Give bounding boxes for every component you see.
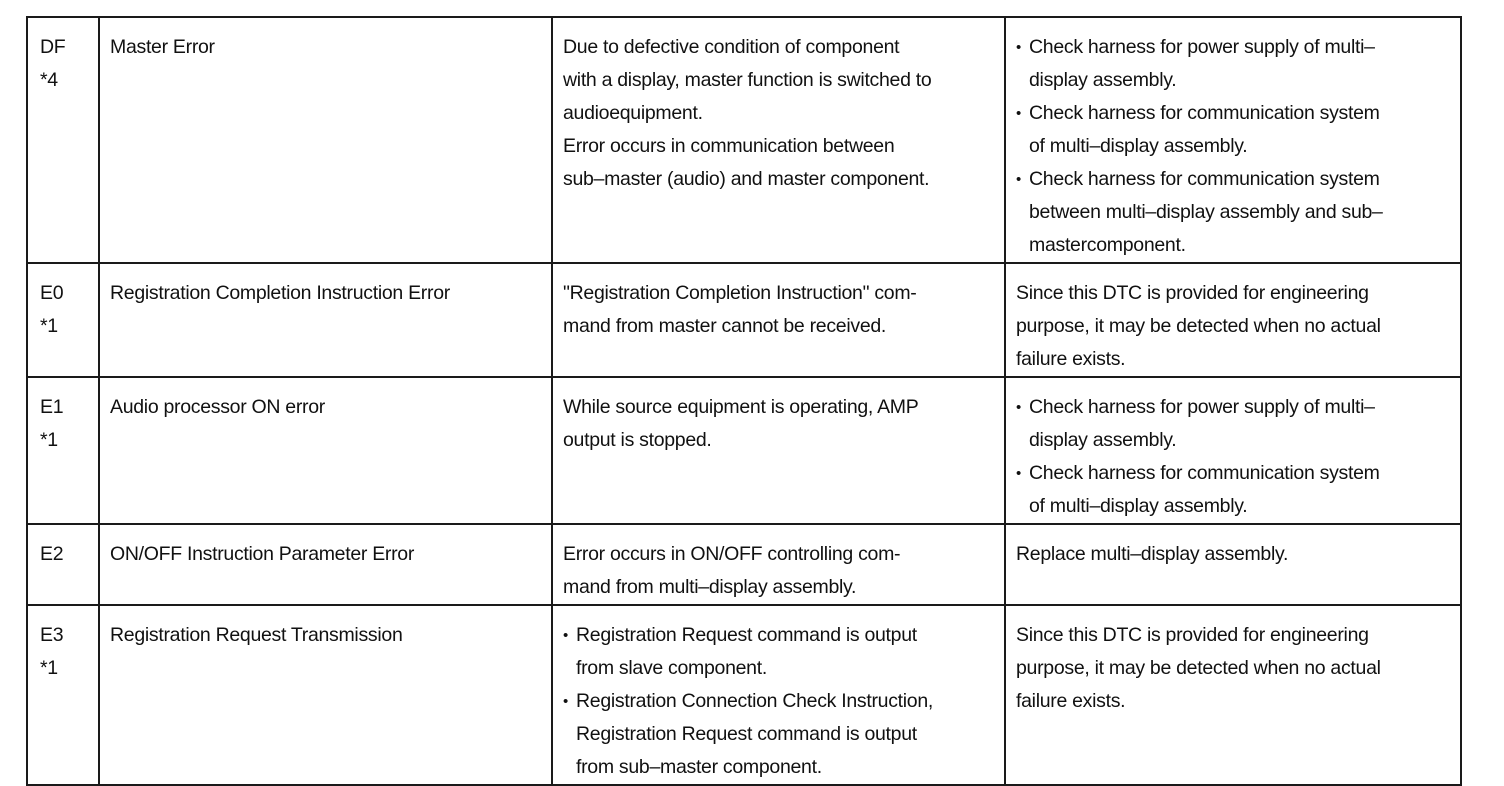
dtc-name-cell	[99, 605, 552, 785]
dtc-code-cell	[27, 524, 99, 605]
dtc-code: E1	[40, 396, 64, 418]
condition-line: Error occurs in ON/OFF controlling com-	[563, 543, 901, 565]
dtc-code-cell	[27, 263, 99, 377]
action-cell	[1005, 263, 1461, 377]
action-bullet	[1016, 97, 1450, 163]
dtc-code-cell	[27, 377, 99, 524]
action-line: mastercomponent.	[1029, 234, 1186, 256]
dtc-table-container	[26, 16, 1460, 786]
table-row	[27, 524, 1461, 605]
condition-line: Due to defective condition of component	[563, 36, 900, 58]
condition-line: output is stopped.	[563, 429, 712, 451]
action-line: of multi–display assembly.	[1029, 495, 1248, 517]
condition-line: from sub–master component.	[576, 756, 822, 778]
action-line: Replace multi–display assembly.	[1016, 543, 1289, 565]
condition-line: mand from master cannot be received.	[563, 315, 887, 337]
action-cell	[1005, 605, 1461, 785]
condition-line: Registration Request command is output	[576, 723, 917, 745]
dtc-note: *1	[40, 657, 58, 679]
condition-cell	[552, 377, 1005, 524]
condition-line: mand from multi–display assembly.	[563, 576, 857, 598]
dtc-name: Audio processor ON error	[110, 396, 325, 418]
dtc-note: *4	[40, 69, 58, 91]
condition-cell	[552, 17, 1005, 263]
action-line: • Check harness for communication system	[1029, 462, 1380, 484]
condition-cell	[552, 605, 1005, 785]
condition-line: audioequipment.	[563, 102, 703, 124]
dtc-code: E2	[40, 543, 64, 565]
action-line: failure exists.	[1016, 690, 1126, 712]
dtc-code: E0	[40, 282, 64, 304]
condition-bullet-list	[563, 619, 994, 784]
condition-line: "Registration Completion Instruction" com-	[563, 282, 917, 304]
dtc-name: ON/OFF Instruction Parameter Error	[110, 543, 415, 565]
condition-line: sub–master (audio) and master component.	[563, 168, 930, 190]
action-bullet	[1016, 163, 1450, 262]
action-cell	[1005, 377, 1461, 524]
dtc-name-cell	[99, 377, 552, 524]
table-row	[27, 377, 1461, 524]
condition-line: • Registration Request command is output	[576, 624, 917, 646]
condition-line: with a display, master function is switched to	[563, 69, 932, 91]
action-line: • Check harness for communication system	[1029, 168, 1380, 190]
dtc-code-cell	[27, 605, 99, 785]
action-bullet	[1016, 457, 1450, 523]
dtc-code: DF	[40, 36, 66, 58]
action-bullet	[1016, 391, 1450, 457]
action-line: of multi–display assembly.	[1029, 135, 1248, 157]
action-cell	[1005, 524, 1461, 605]
dtc-name: Master Error	[110, 36, 215, 58]
action-cell	[1005, 17, 1461, 263]
condition-cell	[552, 524, 1005, 605]
condition-cell	[552, 263, 1005, 377]
dtc-name: Registration Completion Instruction Error	[110, 282, 450, 304]
dtc-name: Registration Request Transmission	[110, 624, 403, 646]
action-line: • Check harness for communication system	[1029, 102, 1380, 124]
action-bullet-list	[1016, 31, 1450, 262]
action-line: display assembly.	[1029, 429, 1177, 451]
action-line: • Check harness for power supply of multi–	[1029, 36, 1375, 58]
action-bullet-list	[1016, 391, 1450, 523]
action-line: Since this DTC is provided for engineering	[1016, 624, 1369, 646]
dtc-code-cell	[27, 17, 99, 263]
condition-bullet	[563, 685, 994, 784]
dtc-code: E3	[40, 624, 64, 646]
condition-line: from slave component.	[576, 657, 767, 679]
dtc-table	[26, 16, 1462, 786]
action-line: display assembly.	[1029, 69, 1177, 91]
dtc-name-cell	[99, 263, 552, 377]
action-line: Since this DTC is provided for engineering	[1016, 282, 1369, 304]
condition-line: Error occurs in communication between	[563, 135, 895, 157]
action-line: purpose, it may be detected when no actual	[1016, 657, 1381, 679]
condition-line: While source equipment is operating, AMP	[563, 396, 919, 418]
dtc-name-cell	[99, 17, 552, 263]
action-line: purpose, it may be detected when no actual	[1016, 315, 1381, 337]
action-bullet	[1016, 31, 1450, 97]
condition-line: • Registration Connection Check Instruction,	[576, 690, 934, 712]
dtc-note: *1	[40, 315, 58, 337]
action-line: failure exists.	[1016, 348, 1126, 370]
table-row	[27, 605, 1461, 785]
dtc-note: *1	[40, 429, 58, 451]
action-line: • Check harness for power supply of multi–	[1029, 396, 1375, 418]
condition-bullet	[563, 619, 994, 685]
table-row	[27, 17, 1461, 263]
dtc-name-cell	[99, 524, 552, 605]
table-row	[27, 263, 1461, 377]
action-line: between multi–display assembly and sub–	[1029, 201, 1383, 223]
